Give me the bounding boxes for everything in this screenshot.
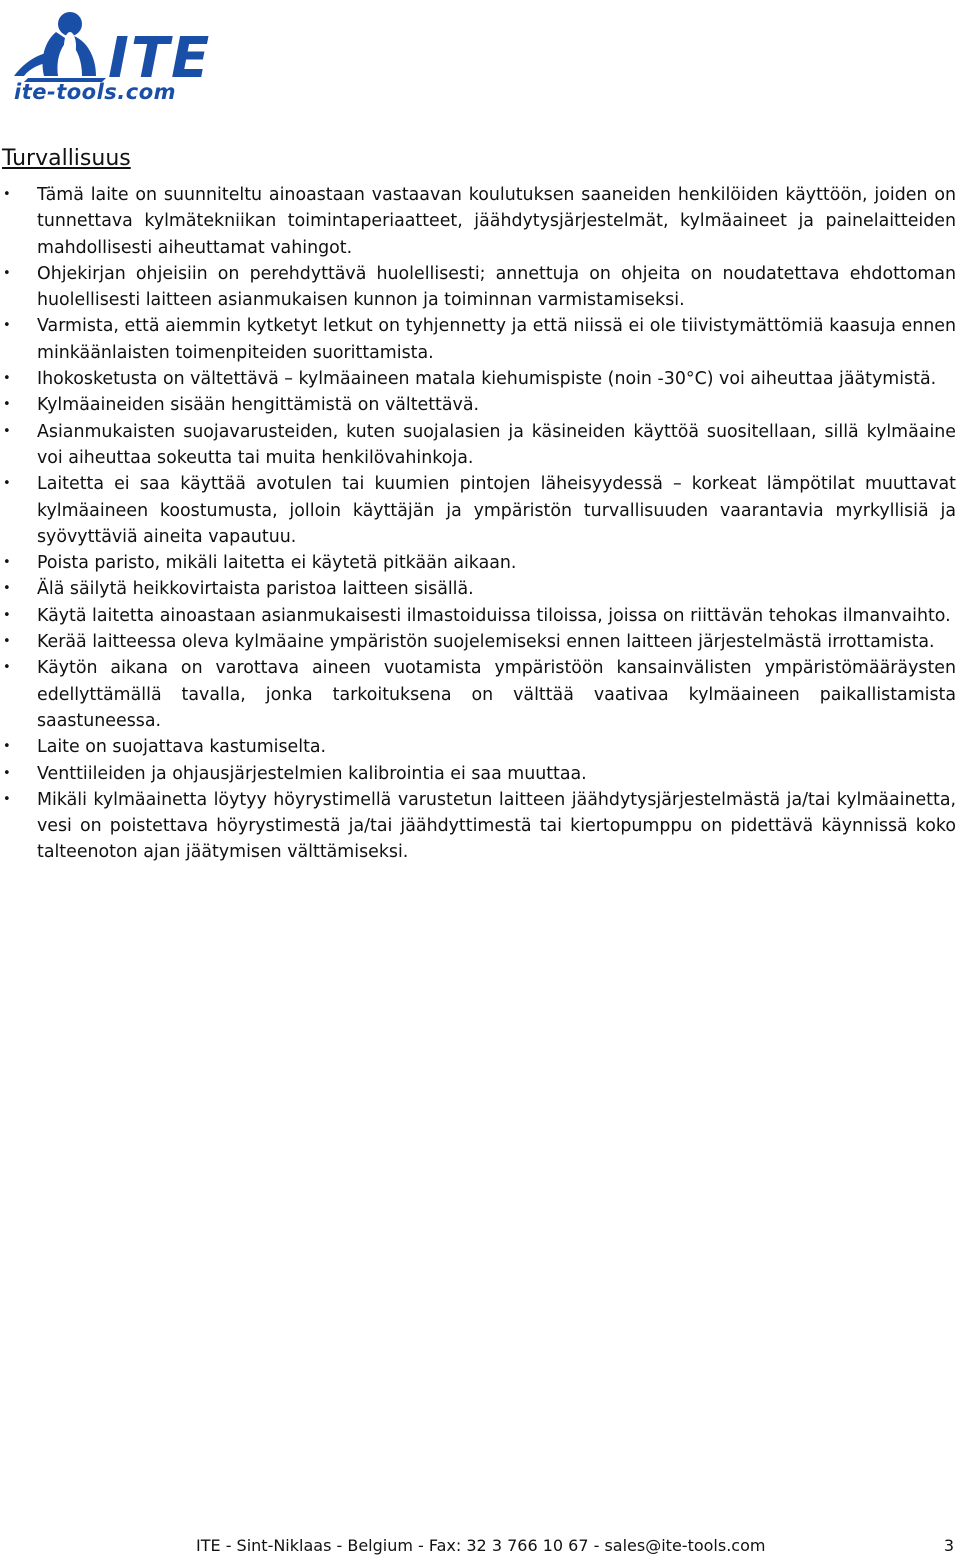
list-item: • Mikäli kylmäainetta löytyy höyrystimellä varustetun laitteen jäähdytysjärjestelmästä ja/tai kylmäainetta, vesi on poistettava höyrystimestä ja/tai jäähdyttimestä tai kiertopumppu on pidettävä käynnissä koko talteenoton ajan jäätymisen välttämiseksi. [0, 787, 960, 866]
list-item: • Käytön aikana on varottava aineen vuotamista ympäristöön kansainvälisten ympäristömääräysten edellyttämällä tavalla, jonka tarkoituksena on välttää vaativaa kylmäaineen paikallistamista saastuneessa. [0, 655, 960, 734]
safety-list [0, 182, 960, 866]
list-item: • Ohjekirjan ohjeisiin on perehdyttävä huolellisesti; annettuja on ohjeita on noudatettava ehdottoman huolellisesti laitteen asianmukaisen kunnon ja toiminnan varmistamiseksi. [0, 261, 960, 314]
list-item: • Venttiileiden ja ohjausjärjestelmien kalibrointia ei saa muuttaa. [0, 761, 960, 787]
list-item: • Varmista, että aiemmin kytketyt letkut on tyhjennetty ja että niissä ei ole tiivistymättömiä kaasuja ennen minkäänlaisten toimenpiteiden suorittamista. [0, 313, 960, 366]
section-title: Turvallisuus [2, 146, 131, 171]
list-item: • Laite on suojattava kastumiselta. [0, 734, 960, 760]
logo-wordmark: ITE [108, 26, 212, 91]
mascot-icon [14, 12, 106, 82]
logo-tagline: ite-tools.com [14, 80, 177, 104]
list-item: • Asianmukaisten suojavarusteiden, kuten suojalasien ja käsineiden käyttöä suositellaan, sillä kylmäaine voi aiheuttaa sokeutta tai muita henkilövahinkoja. [0, 419, 960, 472]
page-number: 3 [943, 1536, 954, 1555]
list-item: • Kylmäaineiden sisään hengittämistä on vältettävä. [0, 392, 960, 418]
list-item: • Poista paristo, mikäli laitetta ei käytetä pitkään aikaan. [0, 550, 960, 576]
list-item: • Älä säilytä heikkovirtaista paristoa laitteen sisällä. [0, 576, 960, 602]
list-item: • Ihokosketusta on vältettävä – kylmäaineen matala kiehumispiste (noin -30°C) voi aiheuttaa jäätymistä. [0, 366, 960, 392]
list-item: • Kerää laitteessa oleva kylmäaine ympäristön suojelemiseksi ennen laitteen järjestelmästä irrottamista. [0, 629, 960, 655]
list-item: • Käytä laitetta ainoastaan asianmukaisesti ilmastoiduissa tiloissa, joissa on riittävän tehokas ilmanvaihto. [0, 603, 960, 629]
list-item: • Tämä laite on suunniteltu ainoastaan vastaavan koulutuksen saaneiden henkilöiden käyttöön, joiden on tunnettava kylmätekniikan toimintaperiaatteet, jäähdytysjärjestelmät, kylmäaineet ja painelaitteiden mahdollisesti aiheuttamat vahingot. [0, 182, 960, 261]
page-footer: ITE - Sint-Niklaas - Belgium - Fax: 32 3 766 10 67 - sales@ite-tools.com [196, 1536, 766, 1555]
list-item: • Laitetta ei saa käyttää avotulen tai kuumien pintojen läheisyydessä – korkeat lämpötilat muuttavat kylmäaineen koostumusta, jolloin käyttäjän ja ympäristön turvallisuuden vaarantavia myrkyllisiä ja syövyttäviä aineita vapautuu. [0, 471, 960, 550]
